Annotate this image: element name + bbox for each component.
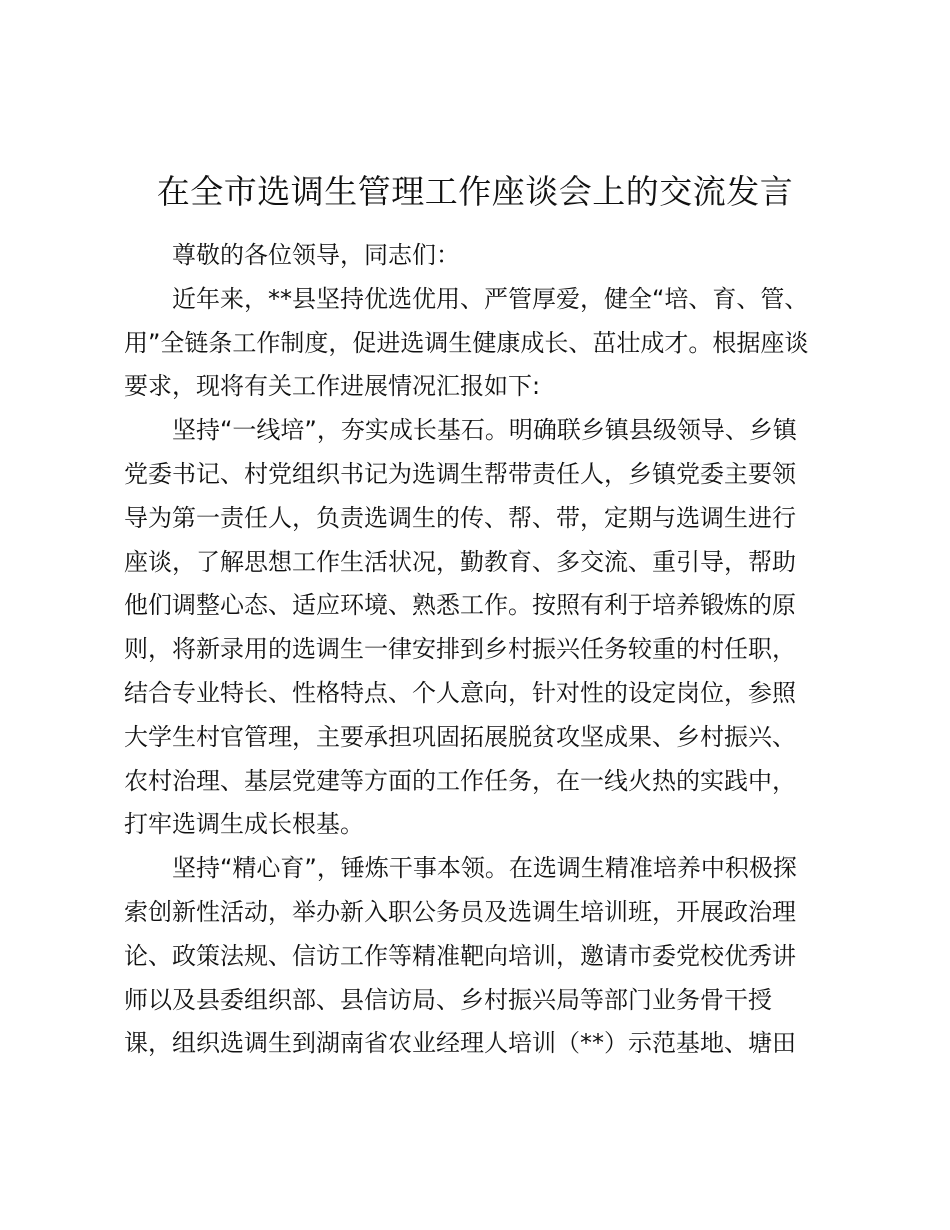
text-line: 用”全链条工作制度，促进选调生健康成长、茁壮成才。根据座谈 (124, 328, 809, 357)
text-line: 坚持“一线培”，夯实成长基石。明确联乡镇县级领导、乡镇 (172, 416, 797, 445)
text-line: 坚持“精心育”，锤炼干事本领。在选调生精准培养中积极探 (172, 854, 797, 883)
text-line: 打牢选调生成长根基。 (124, 810, 364, 839)
text-line: 则，将新录用的选调生一律安排到乡村振兴任务较重的村任职， (124, 635, 796, 664)
text-line: 座谈，了解思想工作生活状况，勤教育、多交流、重引导，帮助 (124, 547, 796, 576)
paragraph-3 (124, 847, 832, 1066)
paragraph-1 (124, 278, 832, 409)
text-line: 大学生村官管理，主要承担巩固拓展脱贫攻坚成果、乡村振兴、 (124, 722, 796, 751)
text-line: 近年来，**县坚持优选优用、严管厚爱，健全“培、育、管、 (172, 284, 809, 313)
document-body (124, 234, 832, 1066)
text-line: 党委书记、村党组织书记为选调生帮带责任人，乡镇党委主要领 (124, 459, 796, 488)
text-line: 他们调整心态、适应环境、熟悉工作。按照有利于培养锻炼的原 (124, 591, 796, 620)
document-title: 在全市选调生管理工作座谈会上的交流发言 (156, 172, 794, 211)
text-line: 导为第一责任人，负责选调生的传、帮、带，定期与选调生进行 (124, 503, 796, 532)
text-line: 农村治理、基层党建等方面的工作任务，在一线火热的实践中， (124, 766, 796, 795)
text-line: 课，组织选调生到湖南省农业经理人培训（**）示范基地、塘田 (124, 1029, 796, 1058)
text-line: 要求，现将有关工作进展情况汇报如下: (124, 372, 541, 401)
text-line: 索创新性活动，举办新入职公务员及选调生培训班，开展政治理 (124, 897, 796, 926)
text-line: 论、政策法规、信访工作等精准靶向培训，邀请市委党校优秀讲 (124, 941, 796, 970)
salutation: 尊敬的各位领导，同志们： (172, 241, 460, 269)
text-line: 师以及县委组织部、县信访局、乡村振兴局等部门业务骨干授 (124, 985, 772, 1014)
paragraph-2 (124, 409, 832, 847)
text-line: 结合专业特长、性格特点、个人意向，针对性的设定岗位，参照 (124, 678, 796, 707)
